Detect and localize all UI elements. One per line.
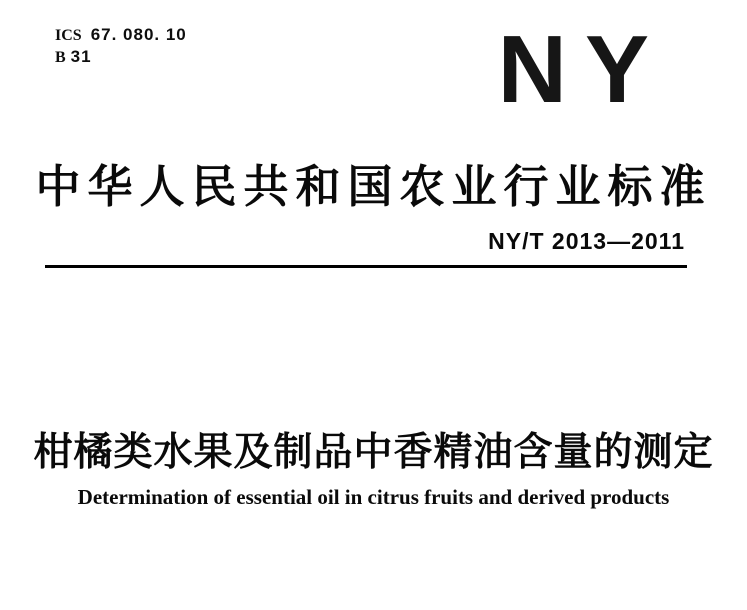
document-title-english: Determination of essential oil in citrus fruits and derived products xyxy=(77,485,670,509)
ics-line xyxy=(55,24,187,46)
standard-heading: 中华人民共和国农业行业标准 xyxy=(35,161,712,212)
ics-classification-block xyxy=(55,24,187,68)
ics-label: ICS xyxy=(55,27,82,44)
ny-logo: NY xyxy=(497,16,667,123)
classification-code: 31 xyxy=(70,47,92,66)
header-divider xyxy=(45,265,687,268)
standard-number: NY/T 2013—2011 xyxy=(488,228,685,254)
ics-code: 67. 080. 10 xyxy=(90,25,187,44)
document-title-chinese: 柑橘类水果及制品中香精油含量的测定 xyxy=(33,431,714,474)
classification-line xyxy=(55,46,187,68)
classification-label: B xyxy=(55,49,66,66)
